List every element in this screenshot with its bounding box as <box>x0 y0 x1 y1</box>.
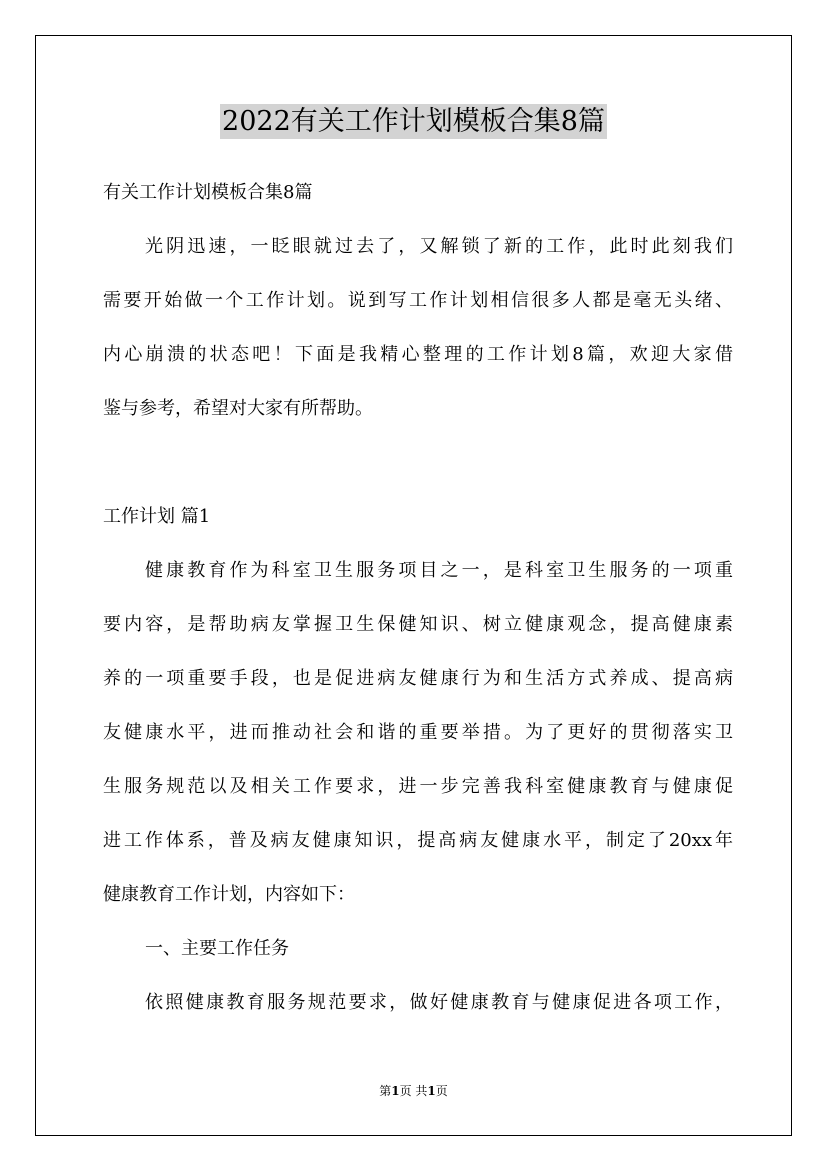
intro-line: 需要开始做一个工作计划。说到写工作计划相信很多人都是毫无头绪、 <box>103 290 733 311</box>
paragraph-gap <box>103 440 733 494</box>
section-line: 友健康水平，进而推动社会和谐的重要举措。为了更好的贯彻落实卫 <box>103 722 733 743</box>
document-body <box>103 170 733 1034</box>
section-heading: 工作计划 篇1 <box>103 506 211 527</box>
section-line: 进工作体系，普及病友健康知识，提高病友健康水平，制定了20xx年 <box>103 830 733 851</box>
section-line: 要内容，是帮助病友掌握卫生保健知识、树立健康观念，提高健康素 <box>103 614 733 635</box>
intro-line: 鉴与参考，希望对大家有所帮助。 <box>103 398 373 419</box>
footer-page-number: 1 <box>391 1084 400 1098</box>
document-subtitle: 有关工作计划模板合集8篇 <box>103 182 313 203</box>
footer-suffix: 页 <box>435 1084 448 1098</box>
page-footer <box>0 1082 827 1099</box>
body-line: 依照健康教育服务规范要求，做好健康教育与健康促进各项工作， <box>145 992 733 1013</box>
section-line: 养的一项重要手段，也是促进病友健康行为和生活方式养成、提高病 <box>103 668 733 689</box>
section-line: 健康教育工作计划，内容如下： <box>103 884 355 905</box>
section-line: 生服务规范以及相关工作要求，进一步完善我科室健康教育与健康促 <box>103 776 733 797</box>
footer-prefix: 第 <box>379 1084 392 1098</box>
subheading: 一、主要工作任务 <box>145 938 289 959</box>
document-title-container <box>0 102 827 142</box>
intro-line: 光阴迅速，一眨眼就过去了，又解锁了新的工作，此时此刻我们 <box>145 236 733 257</box>
footer-mid: 页 共 <box>399 1084 428 1098</box>
intro-line: 内心崩溃的状态吧！下面是我精心整理的工作计划8篇，欢迎大家借 <box>103 344 733 365</box>
document-title: 2022有关工作计划模板合集8篇 <box>222 106 605 137</box>
footer-total-pages: 1 <box>427 1084 436 1098</box>
section-line: 健康教育作为科室卫生服务项目之一，是科室卫生服务的一项重 <box>145 560 733 581</box>
